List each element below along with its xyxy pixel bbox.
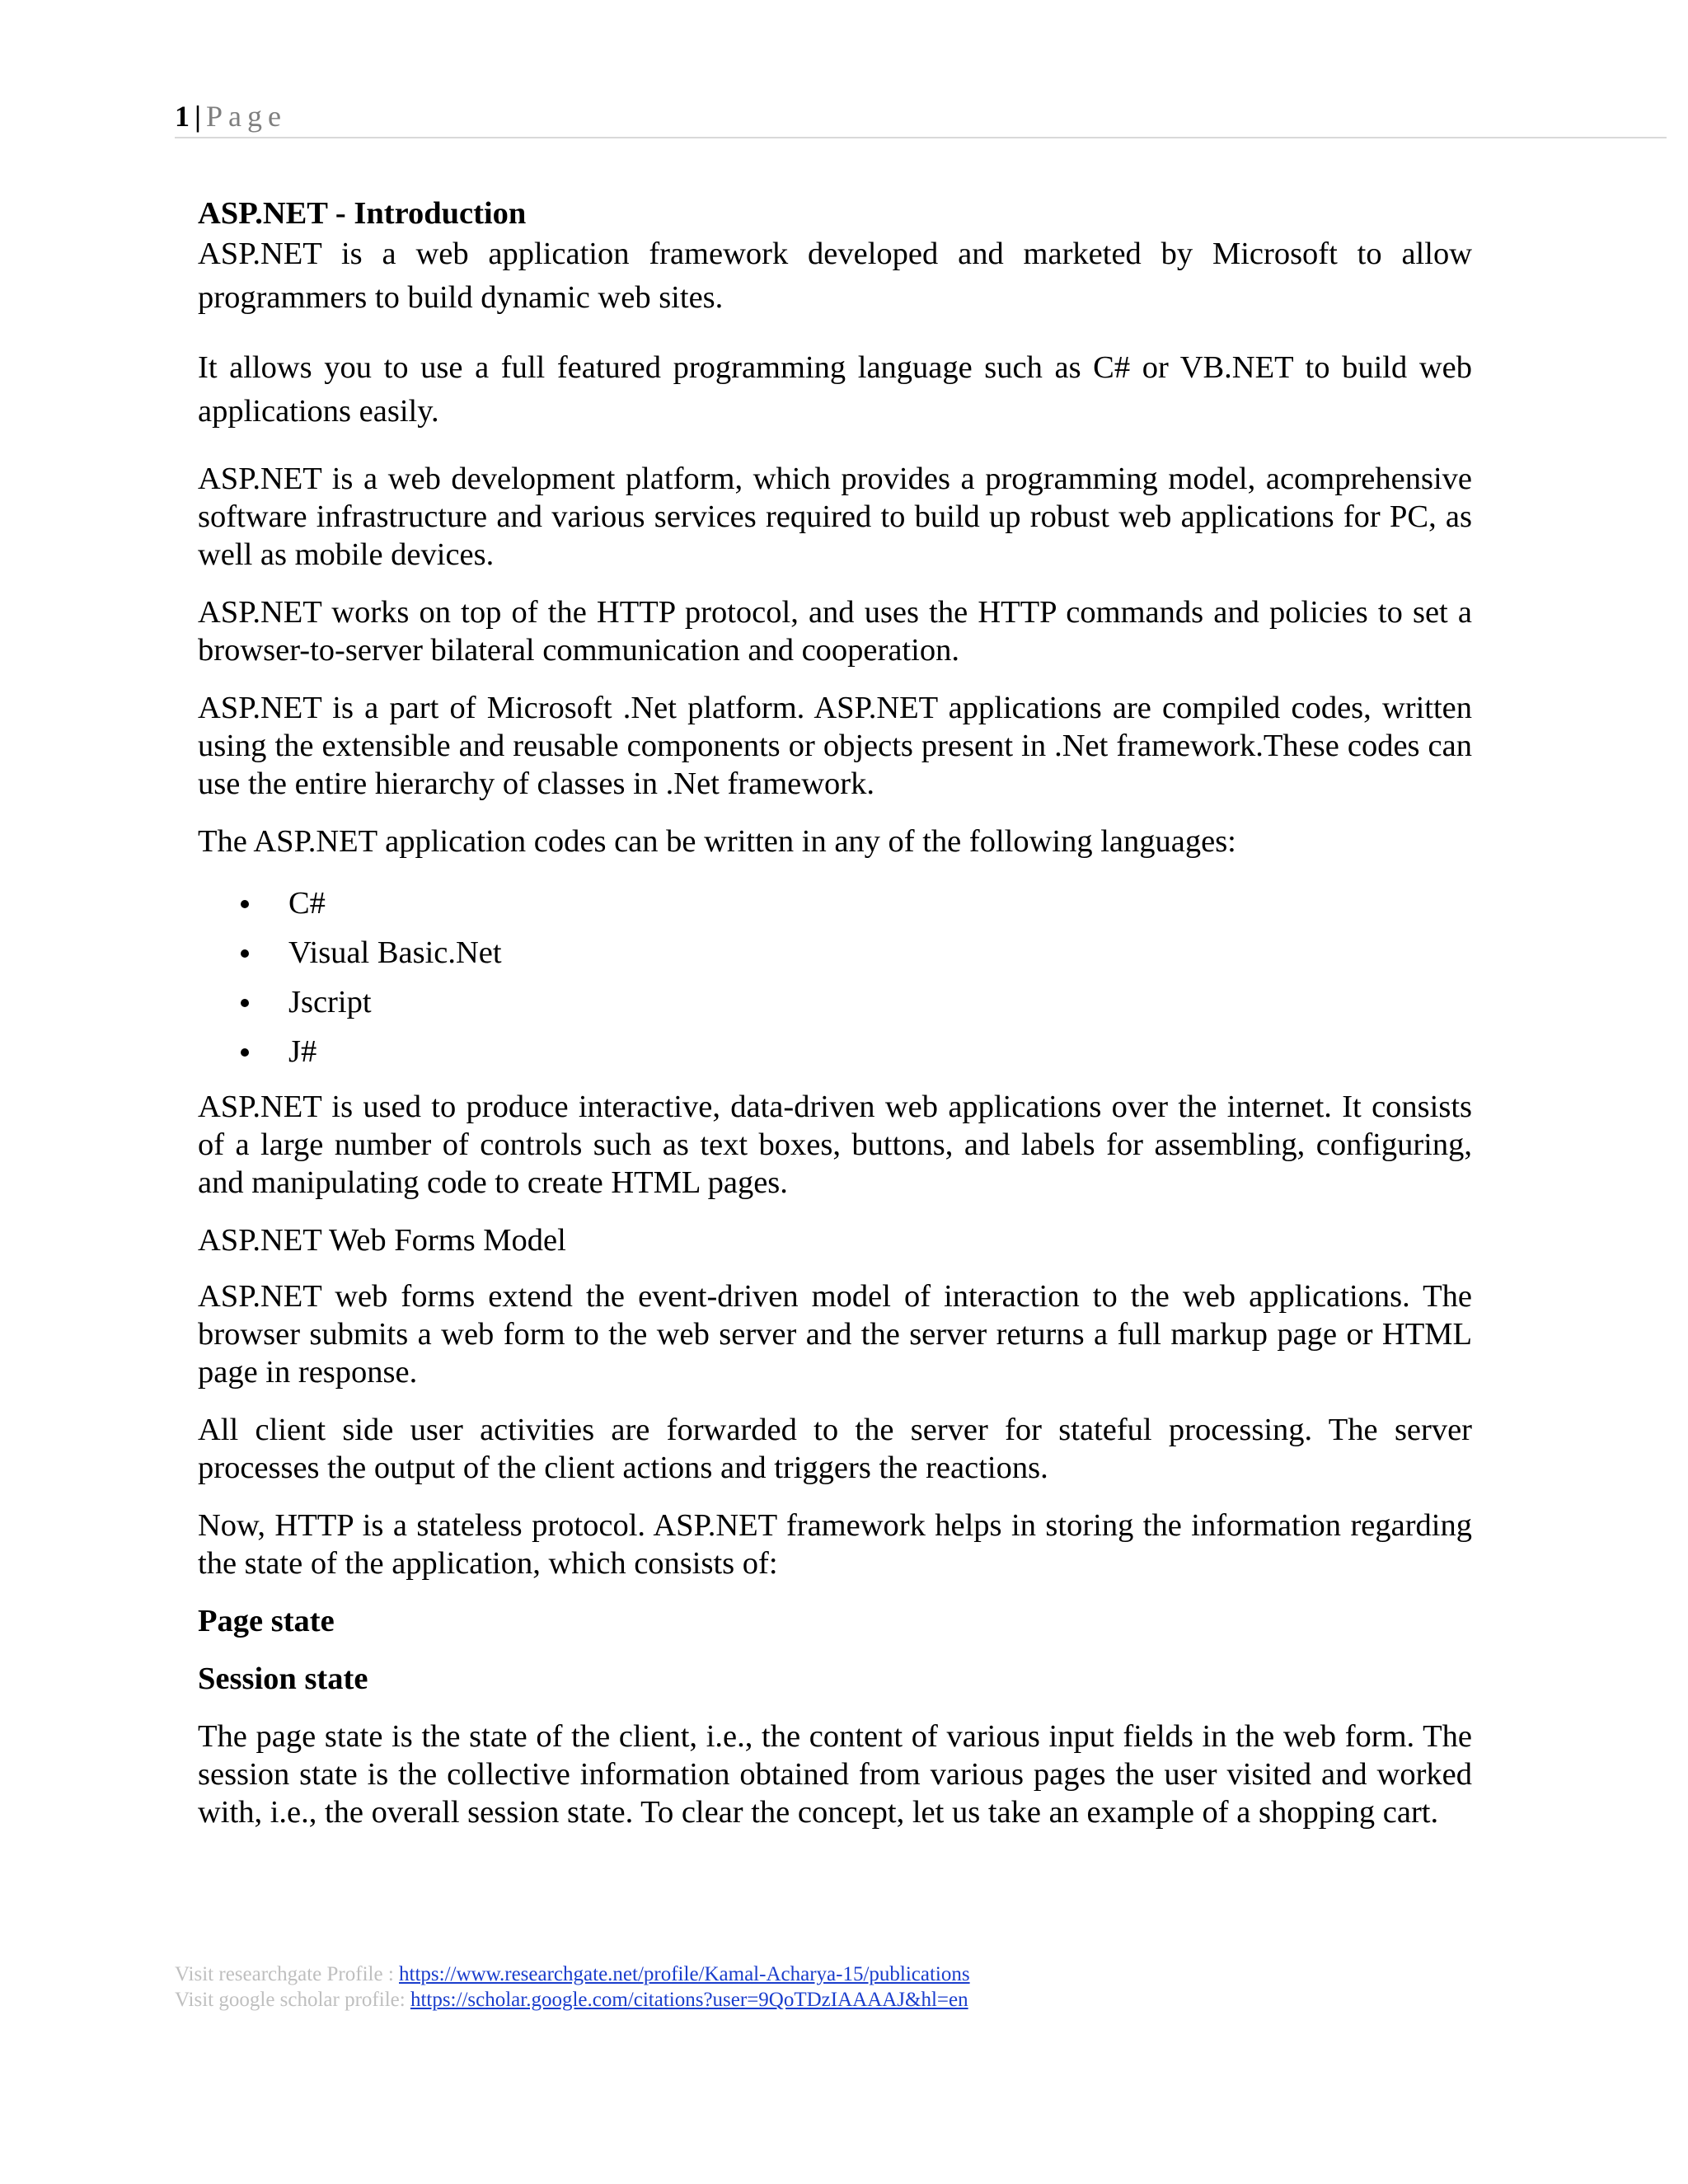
paragraph-client-side: All client side user activities are forwarded to the server for stateful processing. The server processes the output of the client actions and triggers the reactions. (198, 1413, 1472, 1485)
paragraph-intro-1: ASP.NET is a web application framework developed and marketed by Microsoft to allow programmers to build dynamic web sites. (198, 237, 1472, 315)
list-item: Jscript (198, 977, 1472, 1027)
researchgate-link[interactable]: https://www.researchgate.net/profile/Kamal-Acharya-15/publications (399, 1963, 970, 1985)
page-word: Page (205, 100, 287, 133)
page-number: 1 (175, 100, 190, 133)
document-title: ASP.NET - Introduction (198, 196, 527, 231)
paragraph-platform: ASP.NET is a web development platform, which provides a programming model, acomprehensive software infrastructure and various services required to build up robust web applications for PC, as well as mobile devices. (198, 462, 1472, 572)
scholar-link[interactable]: https://scholar.google.com/citations?user=9QoTDzIAAAAJ&hl=en (410, 1989, 968, 2011)
list-item: Visual Basic.Net (198, 928, 1472, 977)
paragraph-state-explanation: The page state is the state of the client, i.e., the content of various input fields in the web form. The session state is the collective information obtained from various pages the user visited and worked with, i.e., the overall session state. To clear the concept, let us take an example of a shopping cart. (198, 1719, 1472, 1830)
section-heading-web-forms: ASP.NET Web Forms Model (198, 1223, 566, 1258)
heading-page-state: Page state (198, 1604, 335, 1638)
researchgate-label: Visit researchgate Profile : (175, 1963, 400, 1985)
paragraph-http: ASP.NET works on top of the HTTP protocol, and uses the HTTP commands and policies to set a browser-to-server bilateral communication and cooperation. (198, 595, 1472, 668)
page-header (175, 96, 1667, 138)
footer-scholar-line (175, 1987, 970, 2013)
bullet-icon (241, 1048, 249, 1057)
paragraph-dotnet: ASP.NET is a part of Microsoft .Net platform. ASP.NET applications are compiled codes, written using the extensible and reusable components or objects present in .Net framework.These codes can use the entire hierarchy of classes in .Net framework. (198, 691, 1472, 801)
paragraph-stateless: Now, HTTP is a stateless protocol. ASP.NET framework helps in storing the information regarding the state of the application, which consists of: (198, 1508, 1472, 1581)
bullet-icon (241, 900, 249, 908)
list-item: J# (198, 1027, 1472, 1076)
footer-researchgate-line (175, 1961, 970, 1987)
languages-list (198, 879, 1472, 1076)
bullet-icon (241, 949, 249, 958)
page-footer (175, 1961, 970, 2013)
paragraph-web-forms: ASP.NET web forms extend the event-driven model of interaction to the web applications. The browser submits a web form to the web server and the server returns a full markup page or HTML page in response. (198, 1279, 1472, 1390)
paragraph-intro-2: It allows you to use a full featured programming language such as C# or VB.NET to build web applications easily. (198, 350, 1472, 429)
paragraph-controls: ASP.NET is used to produce interactive, data-driven web applications over the internet. It consists of a large number of controls such as text boxes, buttons, and labels for assembling, configuring, and manipulating code to create HTML pages. (198, 1090, 1472, 1200)
scholar-label: Visit google scholar profile: (175, 1989, 410, 2011)
heading-session-state: Session state (198, 1661, 368, 1696)
page-separator: | (195, 100, 201, 133)
bullet-icon (241, 999, 249, 1007)
document-body (198, 194, 1472, 1851)
paragraph-languages-intro: The ASP.NET application codes can be written in any of the following languages: (198, 824, 1236, 859)
list-item: C# (198, 879, 1472, 928)
